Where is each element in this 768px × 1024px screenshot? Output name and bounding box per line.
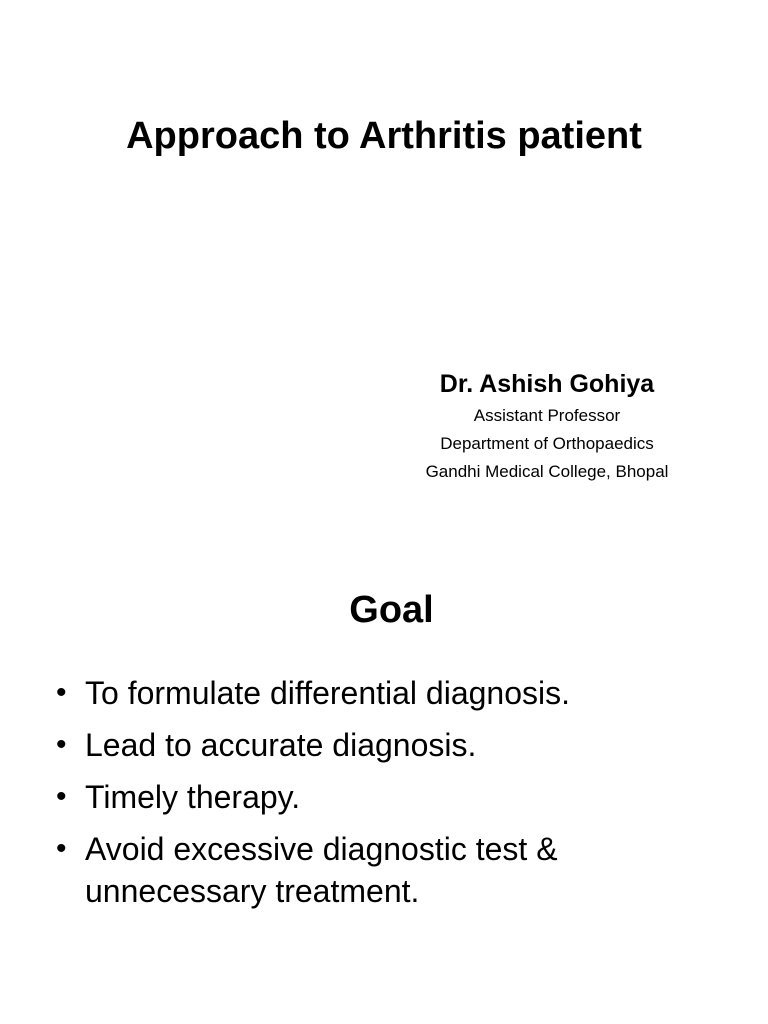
goal-bullet-item xyxy=(56,828,736,912)
bullet-icon: • xyxy=(56,832,67,865)
bullet-text: Avoid excessive diagnostic test & unnecessary treatment. xyxy=(85,831,558,909)
bullet-text: Lead to accurate diagnosis. xyxy=(85,727,477,763)
author-institution: Gandhi Medical College, Bhopal xyxy=(425,462,669,481)
bullet-text: To formulate differential diagnosis. xyxy=(85,675,571,711)
bullet-icon: • xyxy=(56,676,67,709)
bullet-text: Timely therapy. xyxy=(85,779,301,815)
author-name: Dr. Ashish Gohiya xyxy=(439,370,655,398)
goal-heading: Goal xyxy=(349,589,434,631)
author-block xyxy=(397,366,697,486)
goal-bullet-item xyxy=(56,776,736,818)
goal-bullet-item xyxy=(56,672,736,714)
bullet-icon: • xyxy=(56,780,67,813)
goal-bullet-item xyxy=(56,724,736,766)
author-department: Department of Orthopaedics xyxy=(440,434,654,453)
author-position: Assistant Professor xyxy=(473,406,621,425)
goal-bullet-list xyxy=(56,672,736,922)
bullet-icon: • xyxy=(56,728,67,761)
slide-title: Approach to Arthritis patient xyxy=(126,115,642,157)
